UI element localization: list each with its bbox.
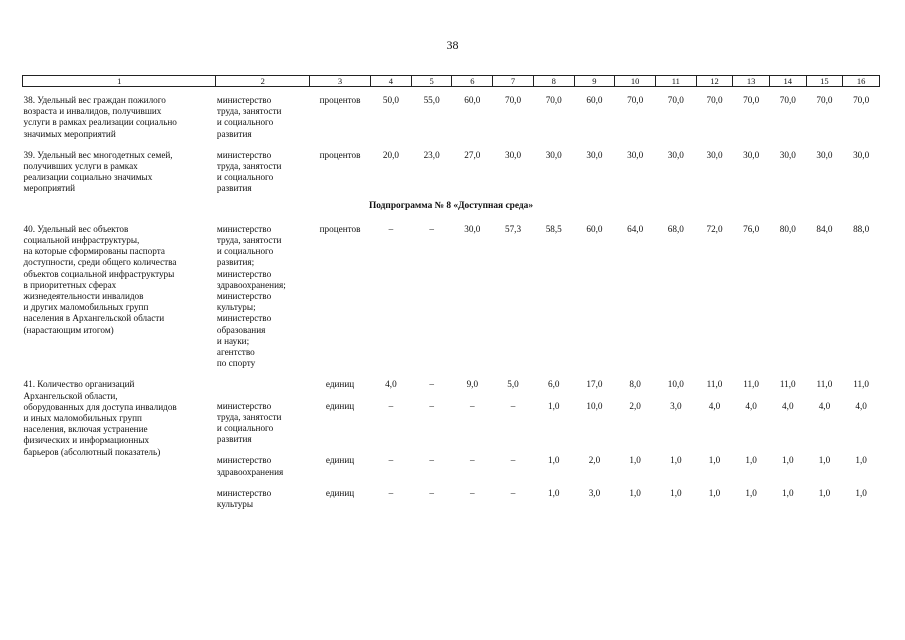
responsible-executor-line: здравоохранения — [216, 466, 284, 477]
value-cell: 27,0 — [464, 149, 481, 160]
responsible-executor — [216, 445, 310, 477]
column-numbers-row — [23, 76, 880, 87]
unit-cell: процентов — [319, 223, 361, 234]
value-cell: 84,0 — [816, 223, 833, 234]
responsible-executor-line: министерство — [216, 268, 272, 279]
value-cell: 60,0 — [586, 223, 603, 234]
section-title: Подпрограмма № 8 «Доступная среда» — [368, 200, 534, 211]
value-cell: 6,0 — [547, 379, 560, 390]
table-row — [23, 369, 880, 390]
column-number-cell: 1 — [23, 76, 216, 87]
responsible-executor-line: труда, занятости — [216, 235, 282, 246]
value-cell: – — [429, 455, 434, 466]
indicator-name-line: в приоритетных сферах — [23, 279, 117, 290]
unit-cell: единиц — [325, 455, 355, 466]
responsible-executor-line: министерство — [216, 487, 272, 498]
responsible-executor-line: труда, занятости — [216, 161, 282, 172]
value-cell: 30,0 — [545, 149, 562, 160]
value-cell: 1,0 — [547, 487, 560, 498]
value-cell: 70,0 — [504, 95, 522, 105]
value-cell: 70,0 — [706, 95, 723, 105]
responsible-executor — [216, 369, 310, 390]
responsible-executor-line: развития — [216, 183, 252, 194]
indicator-name-line: физических и информационных — [23, 435, 150, 446]
responsible-executor-line: и социального — [216, 172, 274, 183]
value-cell: 80,0 — [779, 223, 796, 234]
column-number-cell: 5 — [411, 76, 452, 87]
value-cell: – — [388, 400, 394, 411]
indicator-name-line: барьеров (абсолютный показатель) — [23, 446, 161, 457]
responsible-executor-line: образования — [216, 324, 266, 335]
indicator-name — [23, 140, 216, 195]
responsible-executor-line: министерство — [216, 95, 272, 105]
indicator-name-line: значимых мероприятий — [23, 128, 116, 139]
value-cell: 5,0 — [507, 379, 519, 390]
value-cell: 9,0 — [466, 379, 479, 390]
value-cell: – — [510, 400, 516, 411]
value-cell: 1,0 — [708, 487, 721, 498]
value-cell: 17,0 — [586, 379, 603, 390]
value-cell: 4,0 — [782, 400, 794, 411]
responsible-executor-line: труда, занятости — [216, 411, 282, 422]
indicator-name — [23, 87, 216, 140]
indicator-name-line: 39. Удельный вес многодетных семей, — [23, 149, 173, 160]
value-cell: 1,0 — [708, 455, 721, 466]
responsible-executor-line: развития; — [216, 257, 255, 268]
indicator-name-line: 40. Удельный вес объектов — [23, 223, 129, 234]
indicator-name-line: 38. Удельный вес граждан пожилого — [23, 95, 166, 105]
responsible-executor-line: агентство — [216, 347, 255, 358]
value-cell: 55,0 — [423, 95, 440, 105]
value-cell: 30,0 — [816, 149, 833, 160]
value-cell: 1,0 — [547, 400, 560, 411]
responsible-executor-line: здравоохранения; — [216, 279, 286, 290]
value-cell: 70,0 — [545, 95, 562, 105]
responsible-executor — [216, 214, 310, 370]
indicator-name-line: (нарастающим итогом) — [23, 324, 114, 335]
value-cell: 11,0 — [706, 379, 723, 390]
column-number-cell: 3 — [310, 76, 371, 87]
responsible-executor-line: культуры — [216, 499, 254, 510]
value-cell: 10,0 — [667, 379, 684, 390]
responsible-executor-line: министерство — [216, 313, 272, 324]
value-cell: 58,5 — [545, 223, 562, 234]
responsible-executor-line: и социального — [216, 246, 274, 257]
value-cell: – — [470, 400, 475, 411]
indicator-name — [23, 369, 216, 510]
value-cell: 3,0 — [670, 400, 682, 411]
value-cell: 68,0 — [667, 223, 684, 234]
responsible-executor-line: и социального — [216, 117, 274, 128]
column-number-cell: 16 — [843, 76, 880, 87]
value-cell: 64,0 — [627, 223, 644, 234]
value-cell: 72,0 — [706, 223, 723, 234]
responsible-executor-line: министерство — [216, 149, 272, 160]
value-cell: 4,0 — [818, 400, 831, 411]
table-row — [23, 140, 880, 195]
value-cell: 2,0 — [629, 400, 641, 411]
responsible-executor-line: министерство — [216, 291, 272, 302]
column-number-cell: 4 — [371, 76, 412, 87]
column-number-cell: 12 — [696, 76, 733, 87]
responsible-executor-line: и социального — [216, 423, 274, 434]
value-cell: 1,0 — [629, 455, 641, 466]
indicator-name — [23, 214, 216, 370]
value-cell: 1,0 — [782, 455, 794, 466]
value-cell: – — [388, 223, 394, 234]
value-cell: – — [429, 487, 434, 498]
value-cell: – — [429, 400, 434, 411]
value-cell: – — [510, 487, 516, 498]
value-cell: 1,0 — [547, 455, 560, 466]
value-cell: 1,0 — [782, 487, 794, 498]
column-number-cell: 8 — [533, 76, 574, 87]
value-cell: 4,0 — [745, 400, 757, 411]
value-cell: 60,0 — [586, 95, 603, 105]
value-cell: 30,0 — [627, 149, 644, 160]
value-cell: – — [388, 487, 394, 498]
value-cell: 1,0 — [670, 455, 682, 466]
value-cell: 10,0 — [586, 400, 603, 411]
value-cell: – — [429, 379, 434, 390]
value-cell: 3,0 — [588, 487, 601, 498]
value-cell: 23,0 — [423, 149, 440, 160]
value-cell: – — [388, 455, 394, 466]
table-row — [23, 214, 880, 370]
responsible-executor-line: министерство — [216, 400, 272, 411]
unit-cell: процентов — [319, 95, 361, 105]
indicator-name-line: возраста и инвалидов, получивших — [23, 106, 162, 117]
value-cell: 30,0 — [504, 149, 522, 160]
unit-cell: единиц — [325, 400, 355, 411]
value-cell: 70,0 — [853, 95, 870, 105]
indicator-name-line: населения в Архангельской области — [23, 313, 165, 324]
column-number-cell: 10 — [615, 76, 656, 87]
value-cell: 1,0 — [855, 455, 867, 466]
value-cell: 4,0 — [708, 400, 721, 411]
value-cell: 70,0 — [743, 95, 760, 105]
responsible-executor-line: и науки; — [216, 335, 250, 346]
column-number-cell: 7 — [493, 76, 534, 87]
value-cell: – — [429, 223, 434, 234]
value-cell: 11,0 — [779, 379, 796, 390]
indicator-name-line: 41. Количество организаций — [23, 379, 135, 390]
responsible-executor-line: труда, занятости — [216, 106, 282, 117]
indicator-name-line: и других маломобильных групп — [23, 302, 149, 313]
value-cell: 30,0 — [667, 149, 684, 160]
unit-cell: процентов — [319, 149, 361, 160]
indicator-name-line: услуги в рамках реализации социально — [23, 117, 177, 128]
indicator-name-line: Архангельской области, — [23, 390, 118, 401]
value-cell: 1,0 — [745, 487, 757, 498]
indicator-name-line: оборудованных для доступа инвалидов — [23, 401, 177, 412]
value-cell: 20,0 — [382, 149, 399, 160]
value-cell: 30,0 — [779, 149, 796, 160]
responsible-executor — [216, 140, 310, 195]
value-cell: 30,0 — [853, 149, 870, 160]
value-cell: 1,0 — [670, 487, 682, 498]
unit-cell: единиц — [325, 379, 355, 390]
value-cell: 70,0 — [779, 95, 796, 105]
table-row — [23, 87, 880, 140]
value-cell: – — [470, 455, 475, 466]
section-row — [23, 195, 880, 214]
responsible-executor-line: министерство — [216, 223, 272, 234]
column-number-cell: 15 — [806, 76, 843, 87]
value-cell: 30,0 — [706, 149, 723, 160]
value-cell: 4,0 — [385, 379, 397, 390]
value-cell: 1,0 — [818, 487, 831, 498]
value-cell: 11,0 — [816, 379, 833, 390]
value-cell: 11,0 — [743, 379, 760, 390]
column-number-cell: 14 — [769, 76, 806, 87]
indicator-name-line: доступности, среди общего количества — [23, 257, 177, 268]
indicator-name-line: объектов социальной инфраструктуры — [23, 268, 175, 279]
indicator-name-line: реализации социально значимых — [23, 172, 153, 183]
indicators-table — [22, 75, 880, 510]
value-cell: 11,0 — [853, 379, 869, 390]
value-cell: 70,0 — [627, 95, 644, 105]
value-cell: 1,0 — [818, 455, 831, 466]
indicator-name-line: населения, включая устранение — [23, 424, 148, 435]
column-number-cell: 9 — [574, 76, 615, 87]
responsible-executor — [216, 478, 310, 510]
indicator-name-line: на которые сформированы паспорта — [23, 246, 165, 257]
value-cell: 76,0 — [743, 223, 760, 234]
value-cell: 70,0 — [816, 95, 833, 105]
value-cell: – — [510, 455, 516, 466]
responsible-executor-line: развития — [216, 434, 252, 445]
value-cell: 70,0 — [667, 95, 684, 105]
value-cell: 30,0 — [743, 149, 760, 160]
value-cell: 50,0 — [382, 95, 399, 105]
column-number-cell: 2 — [216, 76, 310, 87]
value-cell: 60,0 — [464, 95, 481, 105]
indicator-name-line: получивших услуги в рамках — [23, 161, 138, 172]
responsible-executor-line: министерство — [216, 455, 272, 466]
responsible-executor — [216, 391, 310, 446]
value-cell: 1,0 — [629, 487, 641, 498]
value-cell: 30,0 — [586, 149, 603, 160]
page-number: 38 — [446, 38, 459, 52]
indicator-name-line: жизнедеятельности инвалидов — [23, 291, 144, 302]
value-cell: 1,0 — [855, 487, 867, 498]
indicator-name-line: мероприятий — [23, 183, 76, 194]
value-cell: 57,3 — [504, 223, 522, 234]
responsible-executor-line: по спорту — [216, 358, 256, 369]
column-number-cell: 11 — [655, 76, 696, 87]
value-cell: – — [470, 487, 475, 498]
responsible-executor-line: культуры; — [216, 302, 256, 313]
column-number-cell: 13 — [733, 76, 770, 87]
responsible-executor-line: развития — [216, 128, 252, 139]
value-cell: 2,0 — [588, 455, 601, 466]
unit-cell: единиц — [325, 487, 355, 498]
value-cell: 1,0 — [745, 455, 757, 466]
indicator-name-line: и иных маломобильных групп — [23, 413, 142, 424]
responsible-executor — [216, 87, 310, 140]
value-cell: 4,0 — [855, 400, 867, 411]
value-cell: 88,0 — [853, 223, 870, 234]
column-number-cell: 6 — [452, 76, 493, 87]
value-cell: 30,0 — [464, 223, 481, 234]
indicator-name-line: социальной инфраструктуры, — [23, 235, 140, 246]
value-cell: 8,0 — [629, 379, 641, 390]
